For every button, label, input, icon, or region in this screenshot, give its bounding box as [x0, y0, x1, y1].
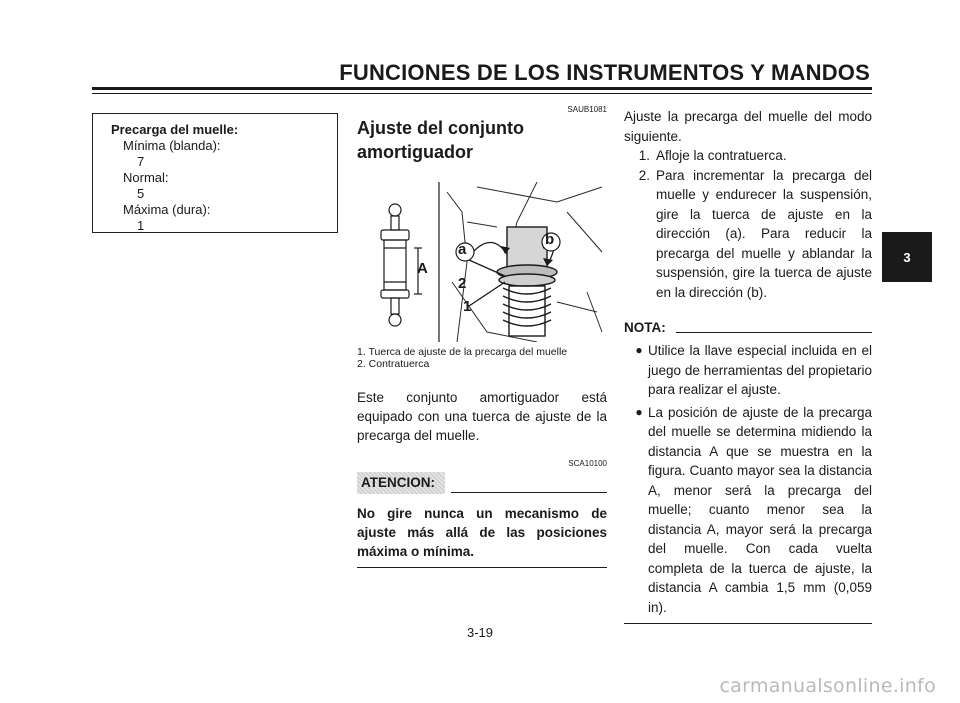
bullet-icon: ●	[635, 343, 643, 357]
section-title-line2: amortiguador	[357, 142, 474, 162]
shock-absorber-illustration	[357, 182, 607, 342]
step-text: Afloje la contratuerca.	[656, 148, 787, 163]
spec-min-value: 7	[137, 154, 145, 169]
chapter-tab[interactable]: 3	[882, 232, 932, 282]
caution-rule	[451, 492, 607, 493]
note-rule	[676, 332, 872, 333]
figure-label-1: 1	[463, 298, 472, 315]
spec-normal-label: Normal:	[123, 170, 169, 185]
instructions-intro: Ajuste la precarga del muelle del modo siguiente.	[624, 109, 872, 144]
page-number: 3-19	[466, 625, 494, 640]
instruction-step	[624, 166, 872, 303]
spec-max-label: Máxima (dura):	[123, 202, 211, 217]
caution-label: ATENCION:	[357, 472, 445, 494]
spec-box	[92, 113, 338, 233]
note-bullet	[624, 341, 872, 400]
note-heading	[624, 318, 872, 338]
watermark: carmanualsonline.info	[719, 675, 936, 697]
spec-title: Precarga del muelle:	[111, 122, 239, 137]
figure-label-b: b	[545, 231, 555, 248]
section-title	[357, 116, 607, 164]
shock-absorber-figure	[357, 182, 607, 342]
header-rule-thin	[92, 93, 872, 94]
note-bullet-text: La posición de ajuste de la precarga del muelle se determina midiendo la distancia A que se muestra en la figura. Cuanto mayor sea la distancia A, menor será la precarga del muelle; cuanto menor sea la distancia A, mayor será la precarga del muelle. Con cada vuelta completa de la tuerca de ajuste, la distancia A cambia 1,5 mm (0,059 in).	[648, 404, 872, 615]
figure-label-2: 2	[458, 275, 467, 292]
section-body: Este conjunto amortiguador está equipado con una tuerca de ajuste de la precarga del muelle.	[357, 390, 607, 443]
spec-max-value: 1	[137, 218, 145, 233]
page-header-title: FUNCIONES DE LOS INSTRUMENTOS Y MANDOS	[339, 60, 870, 85]
step-number: 2.	[638, 167, 650, 183]
step-number: 1.	[638, 148, 650, 163]
figure-caption-2: 2. Contratuerca	[357, 358, 430, 370]
note-end-rule	[624, 623, 872, 624]
caution-end-rule	[357, 567, 607, 568]
note-label: NOTA:	[624, 320, 666, 335]
instruction-step	[624, 146, 872, 166]
figure-caption-1: 1. Tuerca de ajuste de la precarga del muelle	[357, 346, 568, 358]
header-rule-thick	[92, 87, 872, 90]
middle-column	[357, 105, 607, 568]
note-bullet-text: Utilice la llave especial incluida en el juego de herramientas del propietario para realizar el ajuste.	[648, 343, 872, 397]
right-column	[624, 107, 872, 624]
note-bullet	[624, 403, 872, 618]
figure-label-a: a	[458, 241, 467, 258]
step-text: Para incrementar la precarga del muelle y endurecer la suspensión, gire la tuerca de ajuste en la dirección (a). Para reducir la precarga del muelle y ablandar la suspensión, gire la tuerca de ajuste en la dirección (b).	[656, 167, 872, 300]
bullet-icon: ●	[635, 404, 643, 419]
section-code: SAUB1081	[567, 105, 607, 114]
section-title-line1: Ajuste del conjunto	[357, 118, 525, 138]
caution-heading	[357, 470, 607, 496]
caution-text: No gire nunca un mecanismo de ajuste más allá de las posiciones máxima o mínima.	[357, 506, 607, 559]
figure-dim-label: A	[417, 260, 428, 277]
spec-min-label: Mínima (blanda):	[123, 138, 221, 153]
caution-code: SCA10100	[568, 459, 607, 468]
spec-normal-value: 5	[137, 186, 145, 201]
